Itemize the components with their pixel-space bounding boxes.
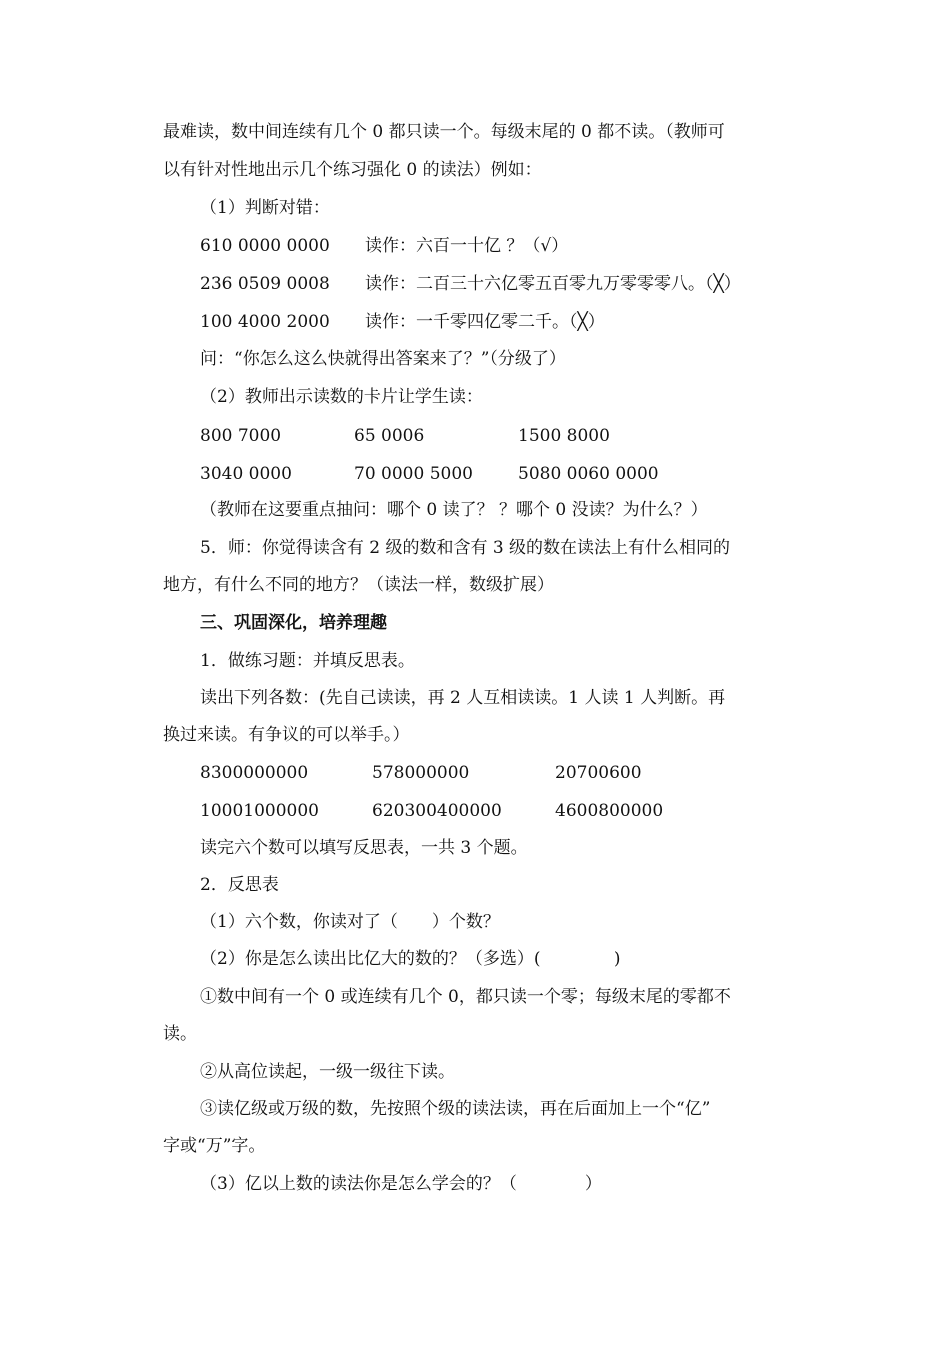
paragraph-line: 5．师：你觉得读含有 2 级的数和含有 3 级的数在读法上有什么相同的 (200, 538, 731, 558)
option-line: ①数中间有一个 0 或连续有几个 0，都只读一个零；每级末尾的零都不 (200, 987, 731, 1007)
card-number: 65 0006 (354, 426, 425, 446)
card-number: 70 0000 5000 (354, 464, 473, 484)
judge-title: （1）判断对错： (200, 198, 330, 218)
judge-reading: 读作：一千零四亿零二千。（╳） (365, 312, 605, 332)
judge-reading: 读作：六百一十亿 ？（√） (365, 236, 569, 256)
judge-number: 100 4000 2000 (200, 312, 330, 332)
exercise-number: 4600800000 (555, 801, 664, 821)
reflect-title: 2．反思表 (200, 875, 279, 895)
option-line: 读。 (163, 1024, 197, 1044)
card-number: 1500 8000 (518, 426, 610, 446)
reflect-question: （3）亿以上数的读法你是怎么学会的？（ ） (200, 1174, 602, 1194)
cards-title: （2）教师出示读数的卡片让学生读： (200, 387, 483, 407)
exercise-number: 10001000000 (200, 801, 319, 821)
option-line: 字或“万”字。 (163, 1136, 266, 1156)
exercise-number: 578000000 (372, 763, 470, 783)
section-heading: 三、巩固深化，培养理趣 (200, 613, 387, 633)
exercise-number: 620300400000 (372, 801, 502, 821)
paragraph-line: 地方，有什么不同的地方？（读法一样，数级扩展） (163, 575, 554, 595)
exercise-line: 1．做练习题：并填反思表。 (200, 651, 415, 671)
judge-number: 610 0000 0000 (200, 236, 330, 256)
card-number: 3040 0000 (200, 464, 292, 484)
paragraph-line: 以有针对性地出示几个练习强化 0 的读法）例如： (163, 160, 542, 180)
paragraph-line: 读完六个数可以填写反思表，一共 3 个题。 (200, 838, 528, 858)
teacher-note: （教师在这要重点抽问：哪个 0 读了？ ？哪个 0 没读？为什么？） (200, 500, 708, 520)
paragraph-line: 读出下列各数：(先自己读读，再 2 人互相读读。1 人读 1 人判断。再 (200, 688, 726, 708)
card-number: 800 7000 (200, 426, 282, 446)
option-line: ③读亿级或万级的数，先按照个级的读法读，再在后面加上一个“亿” (200, 1099, 711, 1119)
question-line: 问：“你怎么这么快就得出答案来了？”（分级了） (200, 349, 566, 369)
paragraph-line: 换过来读。有争议的可以举手。） (163, 725, 410, 745)
card-number: 5080 0060 0000 (518, 464, 659, 484)
exercise-number: 8300000000 (200, 763, 309, 783)
reflect-question: （2）你是怎么读出比亿大的数的？（多选）( ) (200, 949, 621, 969)
option-line: ②从高位读起，一级一级往下读。 (200, 1062, 455, 1082)
exercise-number: 20700600 (555, 763, 642, 783)
reflect-question: （1）六个数，你读对了（ ）个数？ (200, 912, 500, 932)
judge-reading: 读作：二百三十六亿零五百零九万零零零八。（╳） (365, 274, 741, 294)
paragraph-line: 最难读，数中间连续有几个 0 都只读一个。每级末尾的 0 都不读。（教师可 (163, 122, 725, 142)
judge-number: 236 0509 0008 (200, 274, 330, 294)
